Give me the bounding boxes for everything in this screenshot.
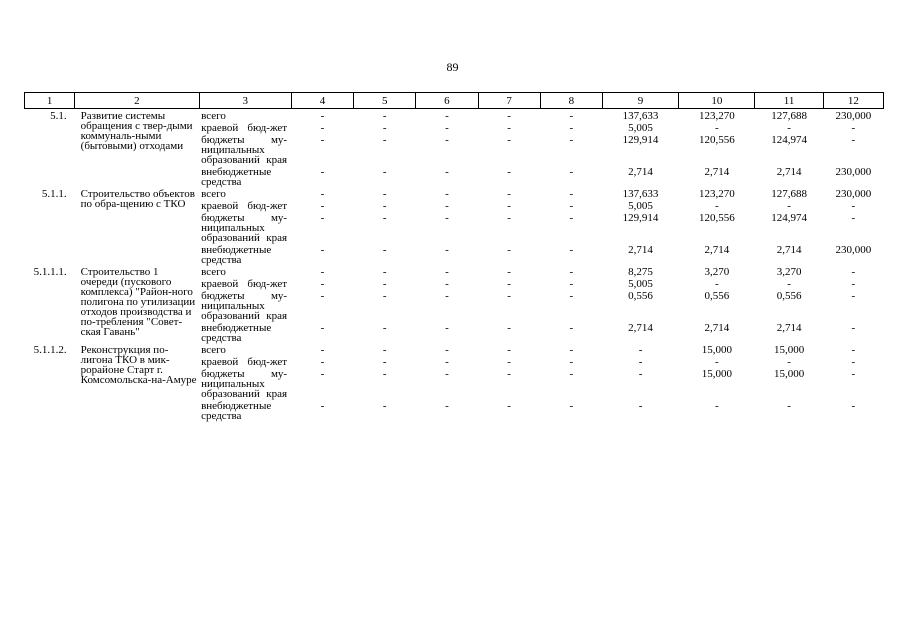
section-code: 5.1. [50,110,67,122]
funding-source [199,367,291,399]
column-header-11: 11 [755,93,823,109]
value-cell-col-4: - [320,278,325,290]
value-cell-col-9: - [638,356,643,368]
value-cell-col-7: - [507,110,511,122]
value-cell-col-12: 230,000 [835,244,872,256]
value-cell-col-12: - [851,356,856,368]
section-name: Строительство объектов по обра-щению с ТКО [80,188,195,210]
value-cell-col-11: - [787,122,791,134]
value-cell-col-7: - [507,188,511,200]
value-cell-col-5: - [382,266,387,278]
page-number: 89 [446,60,459,74]
value-cell-col-4: - [320,200,325,212]
value-cell-col-10: - [714,200,719,212]
value-cell-col-11: 124,974 [771,212,807,224]
value-cell-col-5: - [382,122,387,134]
value-cell-col-9: 2,714 [628,244,653,256]
value-cell-col-9: 129,914 [622,134,659,146]
value-cell-col-9: 8,275 [628,266,653,278]
value-cell-col-4: - [320,212,325,224]
value-cell-col-11: 2,714 [776,244,802,256]
value-cell-col-11: 2,714 [776,166,802,178]
header-row [25,93,884,109]
funding-source-text: краевой бюд-жет [201,278,288,290]
value-cell-col-12: - [851,200,856,212]
value-cell-col-11: 0,556 [776,290,802,302]
value-cell-col-10: 0,556 [704,290,730,302]
funding-source-text: бюджеты му-ниципальных образований края [201,290,288,322]
funding-source [199,133,291,165]
column-header-7: 7 [478,93,540,109]
value-cell-col-4: - [320,266,325,278]
value-cell-col-9: 5,005 [628,122,653,134]
value-cell-col-8: - [569,200,574,212]
value-cell-col-6: - [445,400,449,412]
section-code: 5.1.1. [41,188,67,200]
value-cell-col-4: - [320,368,325,380]
value-cell-col-10: 123,270 [698,110,735,122]
column-header-8: 8 [540,93,602,109]
value-cell-col-7: - [507,122,511,134]
value-cell-col-10: 2,714 [704,244,730,256]
value-cell-col-10: 15,000 [701,344,732,356]
column-header-12: 12 [823,93,883,109]
value-cell-col-8: - [569,368,574,380]
value-cell-col-4: - [320,290,325,302]
value-cell-col-9: 5,005 [628,278,653,290]
value-cell-col-6: - [445,322,449,334]
value-cell-col-6: - [445,122,449,134]
value-cell-col-6: - [445,344,449,356]
value-cell-col-10: 2,714 [704,322,730,334]
value-cell-col-10: 2,714 [704,166,730,178]
value-cell-col-11: 127,688 [771,110,807,122]
budget-table [24,92,884,421]
value-cell-col-10: 120,556 [698,212,735,224]
value-cell-col-6: - [445,166,449,178]
value-cell-col-4: - [320,244,325,256]
value-cell-col-12: - [851,290,856,302]
value-cell-col-12: - [851,122,856,134]
value-cell-col-6: - [445,356,449,368]
value-cell-col-11: 124,974 [771,134,807,146]
funding-source-text: краевой бюд-жет [201,356,288,368]
section-name: Реконструкция по-лигона ТКО в мик-рорайоне Старт г. Комсомольска-на-Амуре [80,344,197,386]
value-cell-col-6: - [445,200,449,212]
value-cell-col-7: - [507,290,511,302]
value-cell-col-8: - [569,166,574,178]
value-cell-col-9: 2,714 [628,166,653,178]
value-cell-col-7: - [507,134,511,146]
value-cell-col-8: - [569,322,574,334]
funding-source: всего [201,266,226,278]
value-cell-col-12: - [851,400,856,412]
value-cell-col-4: - [320,322,325,334]
value-cell-col-9: - [638,368,643,380]
column-header-1: 1 [25,93,75,109]
column-header-5: 5 [354,93,416,109]
value-cell-col-9: 5,005 [628,200,653,212]
value-cell-col-12: - [851,344,856,356]
funding-source-text: бюджеты му-ниципальных образований края [201,368,288,400]
value-cell-col-9: 137,633 [622,188,659,200]
funding-source [199,211,291,243]
value-cell-col-5: - [382,356,387,368]
value-cell-col-8: - [569,290,574,302]
value-cell-col-4: - [320,122,325,134]
value-cell-col-7: - [507,356,511,368]
funding-source [199,121,291,133]
value-cell-col-10: - [714,400,719,412]
value-cell-col-4: - [320,344,325,356]
value-cell-col-5: - [382,134,387,146]
table-row [25,187,884,199]
funding-source [199,277,291,289]
value-cell-col-11: - [787,200,791,212]
funding-source: всего [201,344,226,356]
value-cell-col-4: - [320,188,325,200]
value-cell-col-4: - [320,356,325,368]
value-cell-col-5: - [382,188,387,200]
value-cell-col-4: - [320,110,325,122]
value-cell-col-5: - [382,344,387,356]
value-cell-col-11: 127,688 [771,188,807,200]
value-cell-col-5: - [382,166,387,178]
value-cell-col-12: 230,000 [835,188,872,200]
value-cell-col-4: - [320,166,325,178]
value-cell-col-7: - [507,244,511,256]
funding-source [199,355,291,367]
value-cell-col-5: - [382,200,387,212]
value-cell-col-12: 230,000 [835,110,872,122]
column-header-9: 9 [602,93,678,109]
value-cell-col-5: - [382,110,387,122]
value-cell-col-8: - [569,266,574,278]
funding-source: внебюджетные средства [201,322,272,344]
table-header [25,93,884,109]
funding-source: внебюджетные средства [201,244,272,266]
value-cell-col-5: - [382,212,387,224]
value-cell-col-6: - [445,110,449,122]
funding-source [199,199,291,211]
value-cell-col-5: - [382,400,387,412]
funding-source-text: краевой бюд-жет [201,200,288,212]
value-cell-col-12: - [851,322,856,334]
value-cell-col-9: 2,714 [628,322,653,334]
value-cell-col-12: - [851,134,856,146]
value-cell-col-7: - [507,166,511,178]
value-cell-col-11: - [787,356,791,368]
value-cell-col-8: - [569,134,574,146]
value-cell-col-8: - [569,344,574,356]
value-cell-col-6: - [445,278,449,290]
value-cell-col-6: - [445,266,449,278]
value-cell-col-12: 230,000 [835,166,872,178]
value-cell-col-10: 3,270 [704,266,730,278]
column-header-10: 10 [679,93,755,109]
funding-source: всего [201,188,226,200]
value-cell-col-7: - [507,278,511,290]
funding-source-text: бюджеты му-ниципальных образований края [201,212,288,244]
value-cell-col-5: - [382,290,387,302]
table-body [25,109,884,422]
column-header-6: 6 [416,93,478,109]
value-cell-col-6: - [445,368,449,380]
value-cell-col-6: - [445,212,449,224]
section-name: Строительство 1 очереди (пускового комплекса) "Район-ного полигона по утилизации отходов производства и по-требления "Совет-ская Гавань" [80,266,196,338]
value-cell-col-4: - [320,134,325,146]
value-cell-col-10: - [714,122,719,134]
value-cell-col-10: 123,270 [698,188,735,200]
value-cell-col-10: 15,000 [701,368,732,380]
value-cell-col-7: - [507,266,511,278]
value-cell-col-11: - [787,278,791,290]
value-cell-col-4: - [320,400,325,412]
value-cell-col-6: - [445,244,449,256]
section-name: Развитие системы обращения с твер-дыми коммуналь-ными (бытовыми) отходами [80,110,193,152]
value-cell-col-7: - [507,368,511,380]
value-cell-col-9: - [638,344,643,356]
value-cell-col-9: 129,914 [622,212,659,224]
value-cell-col-7: - [507,322,511,334]
table-row [25,265,884,277]
value-cell-col-11: 2,714 [776,322,802,334]
value-cell-col-11: - [787,400,791,412]
column-header-4: 4 [291,93,353,109]
value-cell-col-9: - [638,400,643,412]
value-cell-col-6: - [445,290,449,302]
section-code: 5.1.1.1. [33,266,67,278]
value-cell-col-5: - [382,322,387,334]
value-cell-col-9: 0,556 [628,290,653,302]
value-cell-col-11: 15,000 [773,368,805,380]
value-cell-col-8: - [569,110,574,122]
value-cell-col-6: - [445,134,449,146]
table-row [25,109,884,122]
value-cell-col-11: 3,270 [776,266,802,278]
column-header-2: 2 [75,93,199,109]
funding-source-text: бюджеты му-ниципальных образований края [201,134,288,166]
funding-source [199,289,291,321]
value-cell-col-10: 120,556 [698,134,735,146]
value-cell-col-6: - [445,188,449,200]
value-cell-col-8: - [569,212,574,224]
value-cell-col-8: - [569,356,574,368]
section-code: 5.1.1.2. [33,344,67,356]
column-header-3: 3 [199,93,291,109]
funding-source: всего [201,110,226,122]
value-cell-col-8: - [569,188,574,200]
value-cell-col-7: - [507,344,511,356]
funding-source: внебюджетные средства [201,400,272,422]
value-cell-col-11: 15,000 [773,344,805,356]
funding-source-text: краевой бюд-жет [201,122,288,134]
table-row [25,343,884,355]
value-cell-col-7: - [507,212,511,224]
value-cell-col-12: - [851,278,856,290]
value-cell-col-5: - [382,368,387,380]
value-cell-col-7: - [507,400,511,412]
value-cell-col-12: - [851,368,856,380]
value-cell-col-12: - [851,212,856,224]
value-cell-col-8: - [569,122,574,134]
value-cell-col-12: - [851,266,856,278]
value-cell-col-5: - [382,278,387,290]
value-cell-col-8: - [569,400,574,412]
value-cell-col-8: - [569,278,574,290]
funding-source: внебюджетные средства [201,166,272,188]
value-cell-col-7: - [507,200,511,212]
value-cell-col-10: - [714,278,719,290]
value-cell-col-8: - [569,244,574,256]
value-cell-col-5: - [382,244,387,256]
value-cell-col-9: 137,633 [622,110,659,122]
value-cell-col-10: - [714,356,719,368]
